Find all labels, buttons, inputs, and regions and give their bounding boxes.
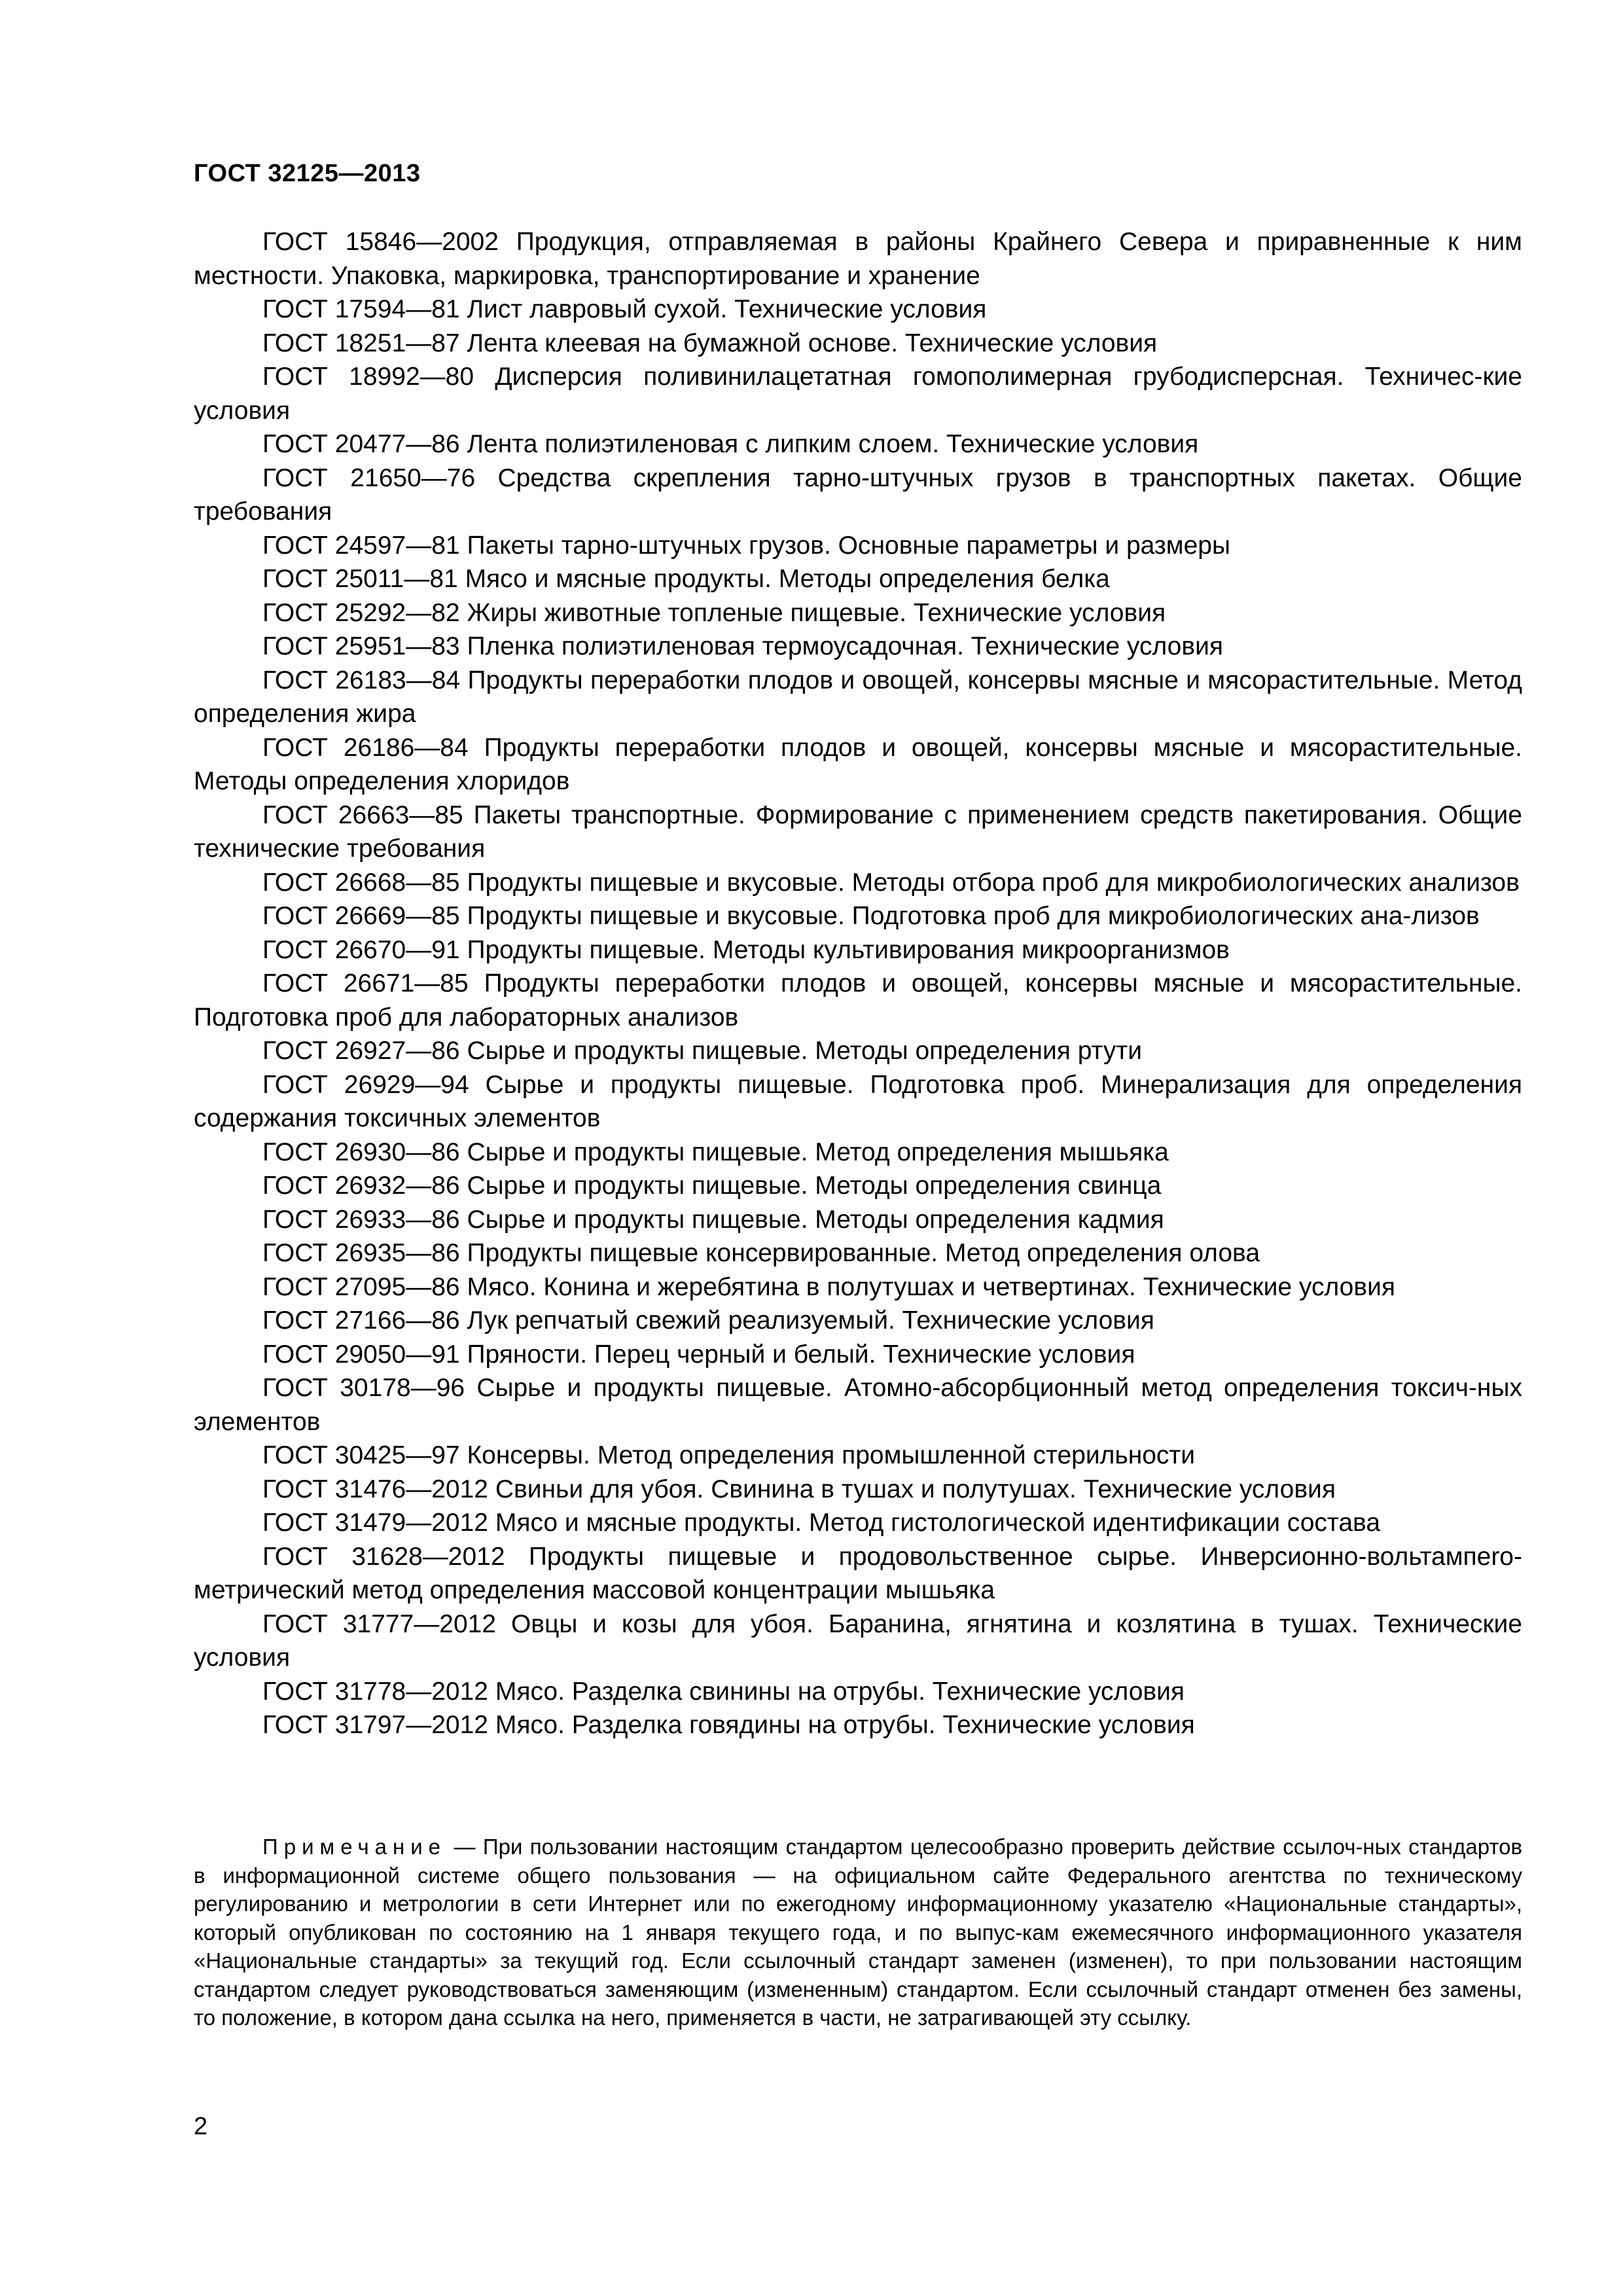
reference-item: ГОСТ 30178—96 Сырье и продукты пищевые. Атомно-абсорбционный метод определения токсич-ных элементов <box>194 1374 1522 1436</box>
reference-item: ГОСТ 31476—2012 Свиньи для убоя. Свинина в тушах и полутушах. Технические условия <box>262 1475 1336 1503</box>
reference-item: ГОСТ 26668—85 Продукты пищевые и вкусовые. Методы отбора проб для микробиологических анализов <box>262 868 1520 897</box>
reference-item: ГОСТ 26933—86 Сырье и продукты пищевые. Методы определения кадмия <box>262 1205 1164 1234</box>
reference-item: ГОСТ 15846—2002 Продукция, отправляемая в районы Крайнего Севера и приравненные к ним местности. Упаковка, маркировка, транспортирование и хранение <box>194 228 1522 290</box>
reference-item: ГОСТ 31479—2012 Мясо и мясные продукты. Метод гистологической идентификации состава <box>262 1509 1381 1537</box>
note-text: — При пользовании настоящим стандартом целесообразно проверить действие ссылоч-ных стандартов в информационной системе общего пользования — на официальном сайте Федерального агентства по техническому регулированию и метрологии в сети Интернет или по ежегодному информационному указателю «Национальные стандарты», который опубликован по состоянию на 1 января текущего года, и по выпус-кам ежемесячного информационного указателя «Национальные стандарты» за текущий год. Если ссылочный стандарт заменен (изменен), то при пользовании настоящим стандартом следует руководствоваться заменяющим (измененным) стандартом. Если ссылочный стандарт отменен без замены, то положение, в котором дана ссылка на него, применяется в части, не затрагивающей эту ссылку. <box>194 1835 1522 2030</box>
reference-item: ГОСТ 26663—85 Пакеты транспортные. Формирование с применением средств пакетирования. Общие технические требования <box>194 800 1522 863</box>
reference-item: ГОСТ 25011—81 Мясо и мясные продукты. Методы определения белка <box>262 565 1110 593</box>
reference-item: ГОСТ 17594—81 Лист лавровый сухой. Технические условия <box>262 295 987 323</box>
reference-item: ГОСТ 25951—83 Пленка полиэтиленовая термоусадочная. Технические условия <box>262 632 1223 660</box>
reference-item: ГОСТ 18992—80 Дисперсия поливинилацетатная гомополимерная грубодисперсная. Техничес-кие условия <box>194 363 1522 425</box>
reference-item: ГОСТ 26930—86 Сырье и продукты пищевые. Метод определения мышьяка <box>262 1138 1169 1166</box>
reference-item: ГОСТ 26183—84 Продукты переработки плодов и овощей, консервы мясные и мясорастительные. Метод определения жира <box>194 666 1522 728</box>
reference-item: ГОСТ 31778—2012 Мясо. Разделка свинины на отрубы. Технические условия <box>262 1677 1185 1706</box>
reference-item: ГОСТ 29050—91 Пряности. Перец черный и белый. Технические условия <box>262 1340 1135 1369</box>
reference-item: ГОСТ 30425—97 Консервы. Метод определения промышленной стерильности <box>262 1441 1196 1469</box>
reference-item: ГОСТ 26186—84 Продукты переработки плодов и овощей, консервы мясные и мясорастительные. Методы определения хлоридов <box>194 733 1522 795</box>
note-label: Примечание <box>262 1835 447 1859</box>
reference-item: ГОСТ 18251—87 Лента клеевая на бумажной основе. Технические условия <box>262 329 1158 357</box>
reference-item: ГОСТ 31777—2012 Овцы и козы для убоя. Баранина, ягнятина и козлятина в тушах. Технические условия <box>194 1609 1522 1672</box>
reference-item: ГОСТ 25292—82 Жиры животные топленые пищевые. Технические условия <box>262 598 1166 627</box>
reference-item: ГОСТ 26669—85 Продукты пищевые и вкусовые. Подготовка проб для микробиологических ана-лизов <box>262 902 1480 930</box>
reference-item: ГОСТ 24597—81 Пакеты тарно-штучных грузов. Основные параметры и размеры <box>262 531 1230 560</box>
reference-item: ГОСТ 31628—2012 Продукты пищевые и продовольственное сырье. Инверсионно-вольтампero-метрический метод определения массовой концентрации мышьяка <box>194 1542 1522 1604</box>
reference-item: ГОСТ 26927—86 Сырье и продукты пищевые. Методы определения ртути <box>262 1037 1142 1065</box>
reference-item: ГОСТ 27166—86 Лук репчатый свежий реализуемый. Технические условия <box>262 1306 1154 1335</box>
reference-item: ГОСТ 26935—86 Продукты пищевые консервированные. Метод определения олова <box>262 1239 1260 1267</box>
document-header: ГОСТ 32125—2013 <box>194 160 421 187</box>
reference-item: ГОСТ 26670—91 Продукты пищевые. Методы культивирования микроорганизмов <box>262 935 1230 964</box>
reference-item: ГОСТ 31797—2012 Мясо. Разделка говядины на отрубы. Технические условия <box>262 1711 1195 1739</box>
page-number: 2 <box>194 2113 208 2140</box>
reference-item: ГОСТ 26929—94 Сырье и продукты пищевые. Подготовка проб. Минерализация для определения содержания токсичных элементов <box>194 1070 1522 1132</box>
reference-item: ГОСТ 20477—86 Лента полиэтиленовая с липким слоем. Технические условия <box>262 430 1199 458</box>
reference-item: ГОСТ 21650—76 Средства скрепления тарно-штучных грузов в транспортных пакетах. Общие требования <box>194 463 1522 526</box>
reference-item: ГОСТ 26932—86 Сырье и продукты пищевые. Методы определения свинца <box>262 1172 1162 1200</box>
note-paragraph <box>194 1833 1522 2032</box>
normative-references-list <box>194 225 1522 1742</box>
reference-item: ГОСТ 26671—85 Продукты переработки плодов и овощей, консервы мясные и мясорастительные. Подготовка проб для лабораторных анализов <box>194 969 1522 1031</box>
reference-item: ГОСТ 27095—86 Мясо. Конина и жеребятина в полутушах и четвертинах. Технические условия <box>262 1272 1395 1301</box>
